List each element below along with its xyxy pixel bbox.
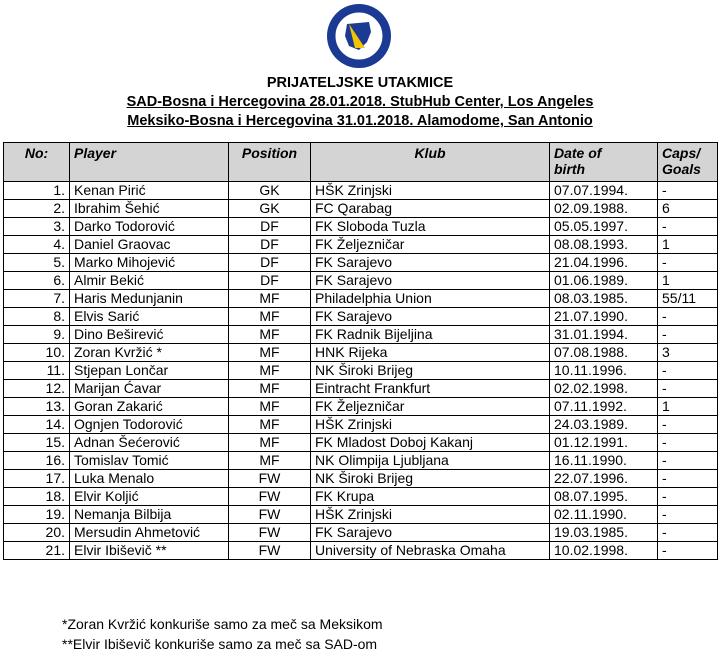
cell-position: FW [229,470,311,488]
table-row [4,272,718,290]
cell-no: 15. [4,434,70,452]
cell-no: 8. [4,308,70,326]
cell-no: 20. [4,524,70,542]
cell-club: NK Široki Brijeg [311,470,550,488]
cell-player: Ognjen Todorović [70,416,229,434]
cell-club: FK Sarajevo [311,272,550,290]
cell-caps-goals: - [658,488,718,506]
match-line-1: SAD-Bosna i Hercegovina 28.01.2018. StubHub Center, Los Angeles [126,94,594,110]
cell-no: 19. [4,506,70,524]
table-row [4,434,718,452]
cell-player: Darko Todorović [70,218,229,236]
cell-no: 21. [4,542,70,560]
cell-date-of-birth: 07.07.1994. [550,182,658,200]
cell-player: Ibrahim Šehić [70,200,229,218]
table-row [4,254,718,272]
cell-club: FK Sarajevo [311,308,550,326]
cell-caps-goals: - [658,326,718,344]
cell-no: 6. [4,272,70,290]
cell-position: MF [229,452,311,470]
cell-caps-goals: 55/11 [658,290,718,308]
cell-player: Adnan Šećerović [70,434,229,452]
cell-player: Tomislav Tomić [70,452,229,470]
cell-position: MF [229,362,311,380]
cell-position: MF [229,290,311,308]
document-header [0,74,720,131]
table-row [4,452,718,470]
cell-date-of-birth: 01.06.1989. [550,272,658,290]
cell-position: DF [229,236,311,254]
cell-club: FK Krupa [311,488,550,506]
cell-no: 10. [4,344,70,362]
cell-position: FW [229,524,311,542]
cell-caps-goals: - [658,524,718,542]
cell-caps-goals: 1 [658,272,718,290]
cell-position: MF [229,326,311,344]
cell-date-of-birth: 08.07.1995. [550,488,658,506]
cell-date-of-birth: 10.02.1998. [550,542,658,560]
table-header-row [4,143,718,182]
cell-position: GK [229,200,311,218]
cell-no: 12. [4,380,70,398]
table-row [4,542,718,560]
cell-no: 2. [4,200,70,218]
cell-position: MF [229,416,311,434]
cell-caps-goals: 1 [658,398,718,416]
cell-club: Philadelphia Union [311,290,550,308]
cell-player: Stjepan Lončar [70,362,229,380]
table-row [4,470,718,488]
cell-no: 11. [4,362,70,380]
cell-position: DF [229,218,311,236]
cell-date-of-birth: 24.03.1989. [550,416,658,434]
table-row [4,524,718,542]
cell-date-of-birth: 21.04.1996. [550,254,658,272]
cell-position: FW [229,488,311,506]
cell-caps-goals: - [658,182,718,200]
cell-no: 13. [4,398,70,416]
table-row [4,290,718,308]
cell-date-of-birth: 01.12.1991. [550,434,658,452]
cell-date-of-birth: 08.08.1993. [550,236,658,254]
table-row [4,236,718,254]
cell-position: DF [229,272,311,290]
table-row [4,218,718,236]
cell-player: Dino Beširević [70,326,229,344]
cell-club: FK Željezničar [311,398,550,416]
cell-caps-goals: - [658,470,718,488]
federation-logo [319,2,399,70]
cell-player: Elvis Sarić [70,308,229,326]
cell-no: 14. [4,416,70,434]
cell-player: Elvir Koljić [70,488,229,506]
cell-club: FK Radnik Bijeljina [311,326,550,344]
cell-club: HŠK Zrinjski [311,416,550,434]
cell-position: MF [229,398,311,416]
cell-no: 1. [4,182,70,200]
table-row [4,200,718,218]
cell-caps-goals: - [658,218,718,236]
cell-no: 16. [4,452,70,470]
cell-date-of-birth: 16.11.1990. [550,452,658,470]
cell-player: Haris Medunjanin [70,290,229,308]
cell-position: MF [229,308,311,326]
cell-position: GK [229,182,311,200]
cell-player: Marijan Ćavar [70,380,229,398]
cell-player: Almir Bekić [70,272,229,290]
table-row [4,344,718,362]
cell-club: HŠK Zrinjski [311,182,550,200]
cell-player: Zoran Kvržić * [70,344,229,362]
cell-club: FC Qarabag [311,200,550,218]
cell-club: Eintracht Frankfurt [311,380,550,398]
cell-date-of-birth: 07.11.1992. [550,398,658,416]
match-line-2: Meksiko-Bosna i Hercegovina 31.01.2018. Alamodome, San Antonio [127,113,593,129]
table-row [4,506,718,524]
header-no: No: [4,143,70,182]
cell-date-of-birth: 22.07.1996. [550,470,658,488]
cell-caps-goals: - [658,308,718,326]
table-row [4,308,718,326]
header-dob-line1: Date of [554,145,602,161]
cell-date-of-birth: 10.11.1996. [550,362,658,380]
cell-caps-goals: 1 [658,236,718,254]
cell-player: Nemanja Bilbija [70,506,229,524]
cell-club: NK Široki Brijeg [311,362,550,380]
table-row [4,398,718,416]
cell-player: Mersudin Ahmetović [70,524,229,542]
cell-club: HNK Rijeka [311,344,550,362]
cell-player: Daniel Graovac [70,236,229,254]
cell-caps-goals: - [658,506,718,524]
cell-club: FK Sarajevo [311,524,550,542]
cell-player: Luka Menalo [70,470,229,488]
cell-no: 3. [4,218,70,236]
cell-club: NK Olimpija Ljubljana [311,452,550,470]
cell-caps-goals: 3 [658,344,718,362]
cell-no: 18. [4,488,70,506]
table-row [4,416,718,434]
cell-caps-goals: - [658,416,718,434]
header-dob-line2: birth [554,161,586,177]
cell-position: MF [229,344,311,362]
table-row [4,380,718,398]
cell-club: FK Željezničar [311,236,550,254]
cell-date-of-birth: 05.05.1997. [550,218,658,236]
cell-date-of-birth: 19.03.1985. [550,524,658,542]
cell-player: Elvir Ibiševič ** [70,542,229,560]
cell-date-of-birth: 07.08.1988. [550,344,658,362]
cell-no: 4. [4,236,70,254]
header-position: Position [229,143,311,182]
header-club: Klub [311,143,550,182]
roster-table [3,142,718,560]
footnote-2: **Elvir Ibiševič konkuriše samo za meč sa SAD-om [62,636,378,652]
cell-club: FK Sloboda Tuzla [311,218,550,236]
table-row [4,326,718,344]
header-player: Player [70,143,229,182]
header-caps-line2: Goals [662,161,701,177]
cell-position: FW [229,542,311,560]
cell-position: MF [229,434,311,452]
cell-caps-goals: - [658,362,718,380]
cell-no: 5. [4,254,70,272]
cell-no: 17. [4,470,70,488]
cell-caps-goals: 6 [658,200,718,218]
cell-position: FW [229,506,311,524]
cell-club: University of Nebraska Omaha [311,542,550,560]
document-title: PRIJATELJSKE UTAKMICE [266,75,454,91]
cell-club: HŠK Zrinjski [311,506,550,524]
footnotes [62,614,383,654]
cell-date-of-birth: 02.02.1998. [550,380,658,398]
cell-date-of-birth: 31.01.1994. [550,326,658,344]
cell-player: Marko Mihojević [70,254,229,272]
cell-player: Goran Zakarić [70,398,229,416]
cell-player: Kenan Pirić [70,182,229,200]
cell-caps-goals: - [658,254,718,272]
cell-club: FK Sarajevo [311,254,550,272]
roster-body [4,182,718,560]
table-row [4,182,718,200]
cell-no: 9. [4,326,70,344]
table-row [4,362,718,380]
cell-position: MF [229,380,311,398]
cell-caps-goals: - [658,434,718,452]
cell-date-of-birth: 08.03.1985. [550,290,658,308]
cell-caps-goals: - [658,380,718,398]
cell-no: 7. [4,290,70,308]
cell-date-of-birth: 02.11.1990. [550,506,658,524]
footnote-1: *Zoran Kvržić konkuriše samo za meč sa Meksikom [62,616,383,632]
table-row [4,488,718,506]
cell-caps-goals: - [658,452,718,470]
cell-date-of-birth: 21.07.1990. [550,308,658,326]
header-date-of-birth [550,143,658,182]
header-caps-line1: Caps/ [662,145,701,161]
cell-position: DF [229,254,311,272]
header-caps-goals [658,143,718,182]
cell-date-of-birth: 02.09.1988. [550,200,658,218]
cell-club: FK Mladost Doboj Kakanj [311,434,550,452]
cell-caps-goals: - [658,542,718,560]
